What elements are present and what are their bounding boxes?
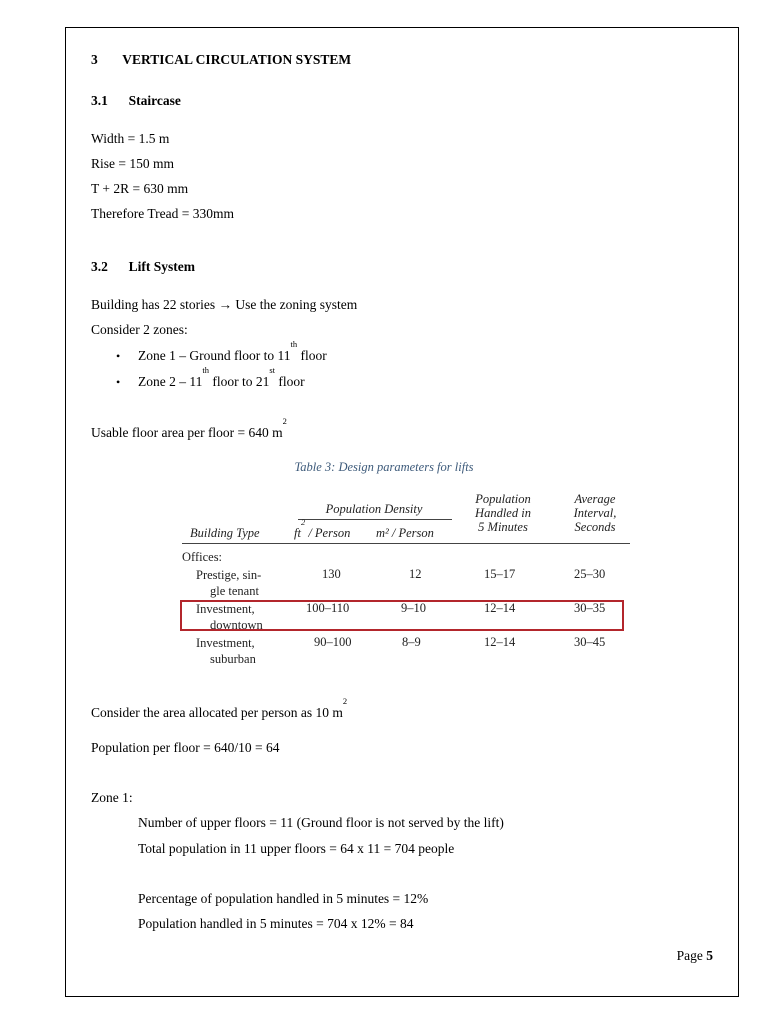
- row3-handled: 12–14: [484, 635, 516, 649]
- row-type-downtown: Investment, downtown: [196, 602, 263, 632]
- bullet-icon: •: [116, 349, 121, 363]
- header-group-rule: [298, 519, 452, 520]
- row2-ft2: 100–110: [306, 601, 350, 615]
- row-type-suburban: Investment, suburban: [196, 636, 256, 666]
- section-heading: [91, 52, 351, 68]
- page-number: Page 5: [676, 948, 713, 963]
- header-m2-person: m² / Person: [376, 526, 434, 540]
- group-offices: Offices:: [182, 550, 223, 564]
- population-per-floor-line: Population per floor = 640/10 = 64: [91, 740, 280, 755]
- row1-ft2: 130: [322, 567, 341, 581]
- header-building-type: Building Type: [190, 526, 260, 540]
- header-population-handled: Population Handled in 5 Minutes: [475, 492, 531, 534]
- row3-ft2: 90–100: [314, 635, 352, 649]
- population-handled-line: Population handled in 5 minutes = 704 x 12% = 84: [138, 916, 414, 931]
- header-population-density: Population Density: [325, 502, 423, 516]
- percentage-line: Percentage of population handled in 5 minutes = 12%: [138, 891, 429, 906]
- zone2-item: Zone 2 – 11th floor to 21st floor: [138, 365, 305, 389]
- staircase-heading: [91, 93, 181, 109]
- highlight-box: [180, 600, 624, 631]
- area-per-person-line: Consider the area allocated per person as 10 $m^2$: [91, 696, 348, 720]
- row2-interval: 30–35: [574, 601, 606, 615]
- row3-m2: 8–9: [402, 635, 421, 649]
- staircase-number: 3.1: [91, 93, 108, 108]
- section-number: 3: [91, 52, 98, 67]
- lift-heading: [91, 259, 195, 275]
- table-caption: Table 3: Design parameters for lifts: [294, 460, 474, 474]
- row2-handled: 12–14: [484, 601, 516, 615]
- lift-number: 3.2: [91, 259, 108, 274]
- zone1-item: Zone 1 – Ground floor to 11th floor: [138, 339, 327, 363]
- row2-m2: 9–10: [401, 601, 426, 615]
- header-average-interval: Average Interval, Seconds: [573, 492, 617, 534]
- row1-interval: 25–30: [574, 567, 606, 581]
- upper-floors-line: Number of upper floors = 11 (Ground floor is not served by the lift): [138, 815, 504, 830]
- staircase-width: Width = 1.5 m: [91, 131, 170, 146]
- header-bottom-rule: [182, 543, 630, 544]
- header-ft2-person: $ft^2$ / Person: [294, 517, 351, 540]
- bullet-icon: •: [116, 375, 121, 389]
- row1-handled: 15–17: [484, 567, 516, 581]
- zone1-label: Zone 1:: [91, 790, 133, 805]
- design-parameters-table: [180, 488, 630, 673]
- row3-interval: 30–45: [574, 635, 606, 649]
- lift-title: Lift System: [128, 259, 195, 274]
- staircase-formula: T + 2R = 630 mm: [91, 181, 189, 196]
- lift-stories-line: Building has 22 stories → Use the zoning system: [91, 297, 358, 312]
- staircase-rise: Rise = 150 mm: [91, 156, 174, 171]
- lift-zones-line: Consider 2 zones:: [91, 322, 188, 337]
- row1-m2: 12: [409, 567, 422, 581]
- staircase-tread: Therefore Tread = 330mm: [91, 206, 234, 221]
- total-population-line: Total population in 11 upper floors = 64 x 11 = 704 people: [138, 841, 455, 856]
- usable-area-line: Usable floor area per floor = 640 $m^2$: [91, 416, 287, 440]
- row-type-prestige: Prestige, sin- gle tenant: [196, 568, 262, 598]
- staircase-title: Staircase: [128, 93, 181, 108]
- section-title: VERTICAL CIRCULATION SYSTEM: [122, 52, 352, 67]
